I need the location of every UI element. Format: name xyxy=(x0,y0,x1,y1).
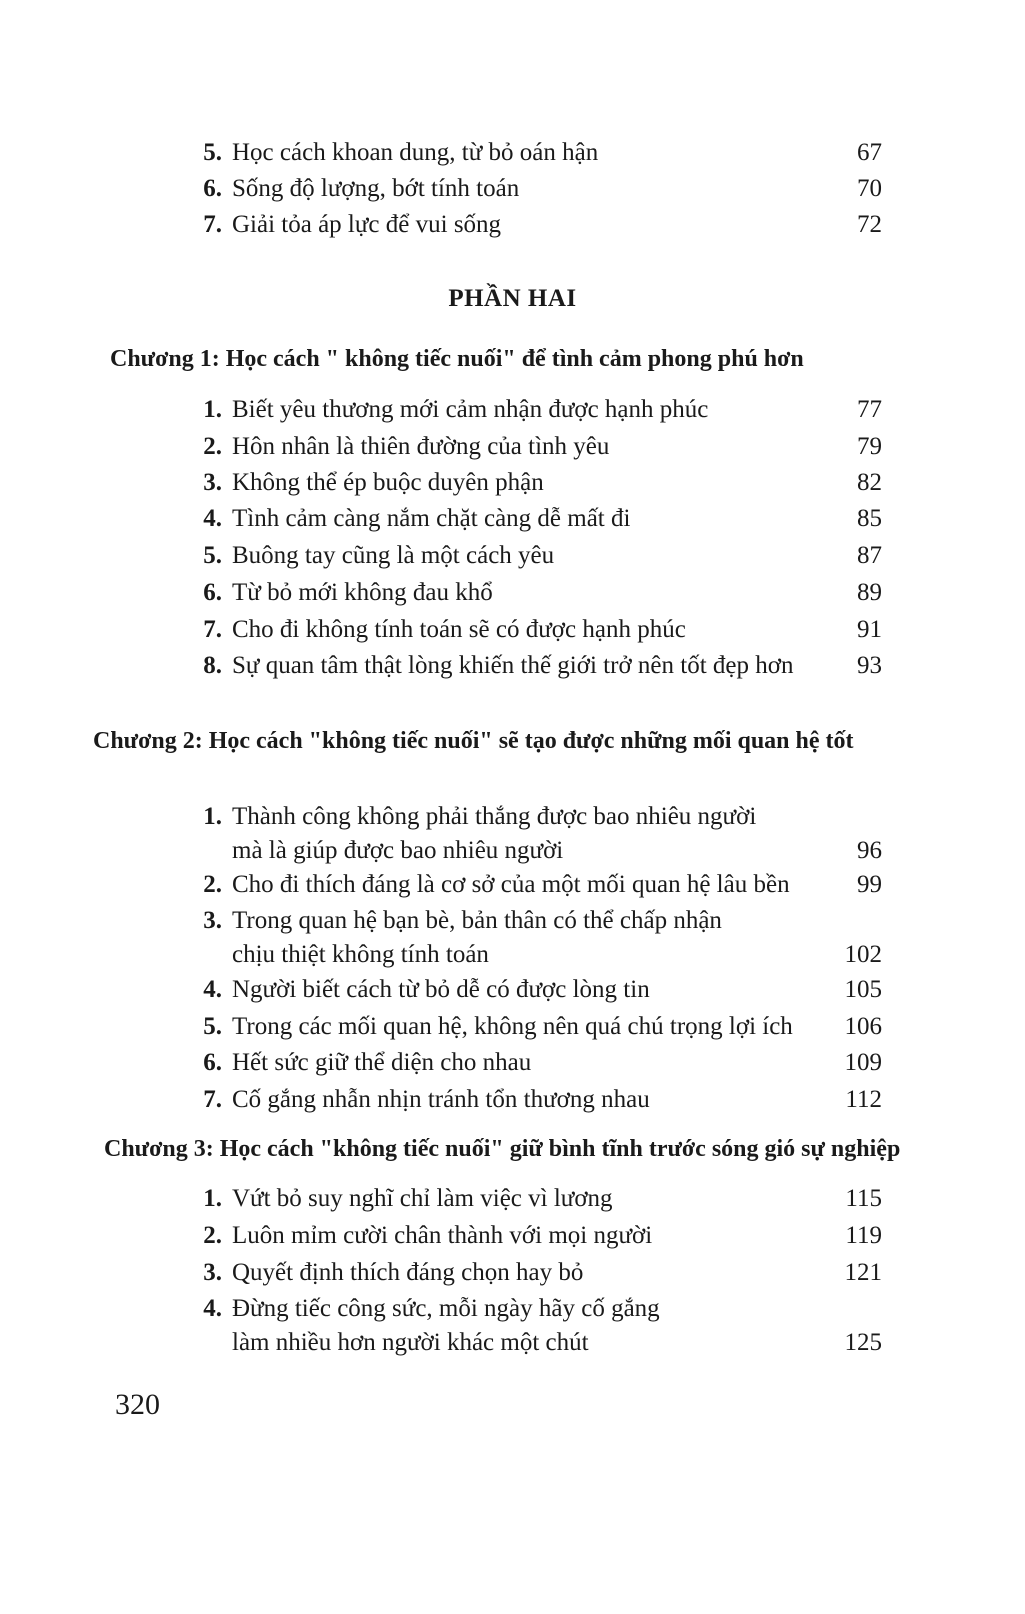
entry-title: Biết yêu thương mới cảm nhận được hạnh phúc xyxy=(232,396,709,423)
entry-number: 3. xyxy=(203,469,222,496)
entry-number: 6. xyxy=(203,1049,222,1076)
entry-page: 102 xyxy=(844,941,882,968)
entry-number: 4. xyxy=(203,976,222,1003)
entry-page: 125 xyxy=(844,1329,882,1356)
part-heading: PHẦN HAI xyxy=(448,285,577,312)
entry-number: 1. xyxy=(203,803,222,830)
entry-page: 67 xyxy=(857,139,882,166)
entry-page: 85 xyxy=(857,505,882,532)
entry-number: 4. xyxy=(203,505,222,532)
entry-title: Giải tỏa áp lực để vui sống xyxy=(232,211,502,238)
entry-title: Không thể ép buộc duyên phận xyxy=(232,469,544,496)
entry-page: 72 xyxy=(857,211,882,238)
entry-title-continued: chịu thiệt không tính toán xyxy=(232,941,489,968)
entry-title: Vứt bỏ suy nghĩ chỉ làm việc vì lương xyxy=(232,1185,613,1212)
entry-title: Đừng tiếc công sức, mỗi ngày hãy cố gắng xyxy=(232,1295,660,1322)
entry-number: 3. xyxy=(203,907,222,934)
entry-number: 8. xyxy=(203,652,222,679)
entry-page: 112 xyxy=(845,1086,882,1113)
entry-page: 106 xyxy=(844,1013,882,1040)
entry-page: 105 xyxy=(844,976,882,1003)
entry-page: 77 xyxy=(857,396,882,423)
chapter-1-heading: Chương 1: Học cách " không tiếc nuối" để tình cảm phong phú hơn xyxy=(110,346,804,372)
entry-number: 5. xyxy=(203,139,222,166)
entry-title: Học cách khoan dung, từ bỏ oán hận xyxy=(232,139,599,166)
entry-title: Hết sức giữ thể diện cho nhau xyxy=(232,1049,532,1076)
entry-title: Cố gắng nhẫn nhịn tránh tổn thương nhau xyxy=(232,1086,650,1113)
chapter-2-heading: Chương 2: Học cách "không tiếc nuối" sẽ tạo được những mối quan hệ tốt xyxy=(93,728,854,754)
entry-number: 4. xyxy=(203,1295,222,1322)
entry-title: Cho đi thích đáng là cơ sở của một mối quan hệ lâu bền xyxy=(232,871,790,898)
entry-number: 6. xyxy=(203,579,222,606)
entry-title: Tình cảm càng nắm chặt càng dễ mất đi xyxy=(232,505,631,532)
entry-number: 6. xyxy=(203,175,222,202)
entry-page: 91 xyxy=(857,616,882,643)
entry-page: 119 xyxy=(845,1222,882,1249)
entry-number: 7. xyxy=(203,1086,222,1113)
entry-number: 2. xyxy=(203,871,222,898)
entry-page: 109 xyxy=(844,1049,882,1076)
entry-page: 96 xyxy=(857,837,882,864)
chapter-3-heading: Chương 3: Học cách "không tiếc nuối" giữ bình tĩnh trước sóng gió sự nghiệp xyxy=(104,1136,901,1162)
entry-number: 2. xyxy=(203,433,222,460)
entry-title: Từ bỏ mới không đau khổ xyxy=(232,579,493,606)
entry-page: 70 xyxy=(857,175,882,202)
entry-page: 87 xyxy=(857,542,882,569)
entry-number: 3. xyxy=(203,1259,222,1286)
entry-page: 89 xyxy=(857,579,882,606)
entry-title: Trong quan hệ bạn bè, bản thân có thể chấp nhận xyxy=(232,907,722,934)
entry-page: 99 xyxy=(857,871,882,898)
entry-page: 82 xyxy=(857,469,882,496)
entry-number: 5. xyxy=(203,542,222,569)
page-number: 320 xyxy=(115,1388,160,1421)
entry-title-continued: mà là giúp được bao nhiêu người xyxy=(232,837,564,864)
toc-entry xyxy=(192,800,882,868)
entry-title-continued: làm nhiều hơn người khác một chút xyxy=(232,1329,589,1356)
entry-title: Cho đi không tính toán sẽ có được hạnh phúc xyxy=(232,616,686,643)
entry-title: Quyết định thích đáng chọn hay bỏ xyxy=(232,1259,584,1286)
entry-number: 1. xyxy=(203,396,222,423)
toc-entry xyxy=(192,904,882,972)
entry-number: 7. xyxy=(203,211,222,238)
entry-title: Sống độ lượng, bớt tính toán xyxy=(232,175,520,202)
entry-title: Người biết cách từ bỏ dễ có được lòng tin xyxy=(232,976,650,1003)
entry-title: Trong các mối quan hệ, không nên quá chú trọng lợi ích xyxy=(232,1013,793,1040)
entry-title: Thành công không phải thắng được bao nhiêu người xyxy=(232,803,757,830)
entry-title: Buông tay cũng là một cách yêu xyxy=(232,542,555,569)
entry-title: Sự quan tâm thật lòng khiến thế giới trở nên tốt đẹp hơn xyxy=(232,652,794,679)
entry-number: 1. xyxy=(203,1185,222,1212)
toc-entry xyxy=(192,1292,882,1360)
entry-page: 121 xyxy=(844,1259,882,1286)
entry-number: 5. xyxy=(203,1013,222,1040)
entry-page: 93 xyxy=(857,652,882,679)
entry-page: 79 xyxy=(857,433,882,460)
entry-page: 115 xyxy=(845,1185,882,1212)
entry-number: 2. xyxy=(203,1222,222,1249)
entry-number: 7. xyxy=(203,616,222,643)
entry-title: Hôn nhân là thiên đường của tình yêu xyxy=(232,433,610,460)
entry-title: Luôn mỉm cười chân thành với mọi người xyxy=(232,1222,653,1249)
